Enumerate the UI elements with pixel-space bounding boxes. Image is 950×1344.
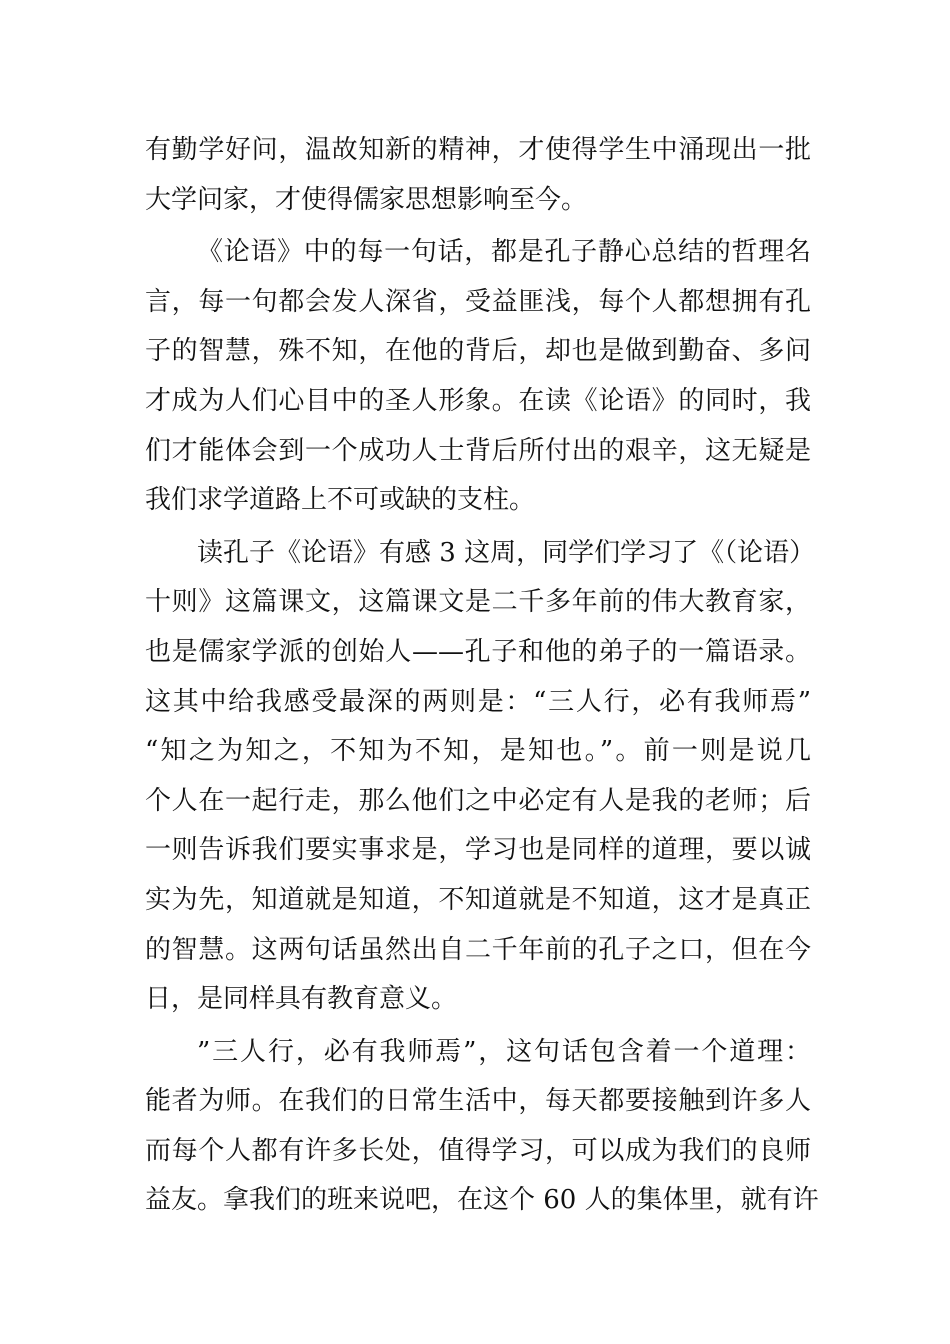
text-line: 子的智慧，殊不知，在他的背后，却也是做到勤奋、多问	[145, 336, 811, 367]
document-body	[145, 126, 819, 1226]
paragraph-4	[145, 1028, 819, 1226]
paragraph-3	[145, 529, 816, 1025]
text-line: 十则》这篇课文，这篇课文是二千多年前的伟大教育家，	[145, 587, 811, 618]
text-line: 益友。拿我们的班来说吧，在这个 60 人的集体里，就有许	[145, 1185, 819, 1216]
text-line: 而每个人都有许多长处，值得学习，可以成为我们的良师	[145, 1135, 811, 1166]
text-line: 个人在一起行走，那么他们之中必定有人是我的老师；后	[145, 785, 811, 816]
text-line: 大学问家，才使得儒家思想影响至今。	[145, 184, 588, 215]
text-line: 的智慧。这两句话虽然出自二千年前的孔子之口，但在今	[145, 934, 811, 965]
paragraph-1	[145, 126, 811, 225]
text-line: 言，每一句都会发人深省，受益匪浅，每个人都想拥有孔	[145, 286, 811, 317]
text-line: 我们求学道路上不可或缺的支柱。	[145, 485, 536, 516]
text-line: 《论语》中的每一句话，都是孔子静心总结的哲理名	[197, 237, 811, 268]
text-line: 这其中给我感受最深的两则是：“三人行，必有我师焉”	[145, 686, 811, 717]
paragraph-2	[145, 228, 811, 526]
text-line: 日，是同样具有教育意义。	[145, 984, 458, 1015]
text-line: 也是儒家学派的创始人——孔子和他的弟子的一篇语录。	[145, 636, 811, 667]
text-line: “知之为知之，不知为不知，是知也。”。前一则是说几	[145, 736, 811, 767]
text-line: ”三人行，必有我师焉”，这句话包含着一个道理：	[197, 1036, 811, 1067]
text-line: 们才能体会到一个成功人士背后所付出的艰辛，这无疑是	[145, 435, 811, 466]
text-line: 有勤学好问，温故知新的精神，才使得学生中涌现出一批	[145, 135, 811, 165]
text-line: 才成为人们心目中的圣人形象。在读《论语》的同时，我	[145, 385, 811, 416]
text-line: 能者为师。在我们的日常生活中，每天都要接触到许多人	[145, 1086, 811, 1117]
text-line: 实为先，知道就是知道，不知道就是不知道，这才是真正	[145, 884, 811, 915]
text-line: 读孔子《论语》有感 3 这周，同学们学习了《（论语）	[197, 537, 816, 568]
text-line: 一则告诉我们要实事求是，学习也是同样的道理，要以诚	[145, 835, 811, 866]
